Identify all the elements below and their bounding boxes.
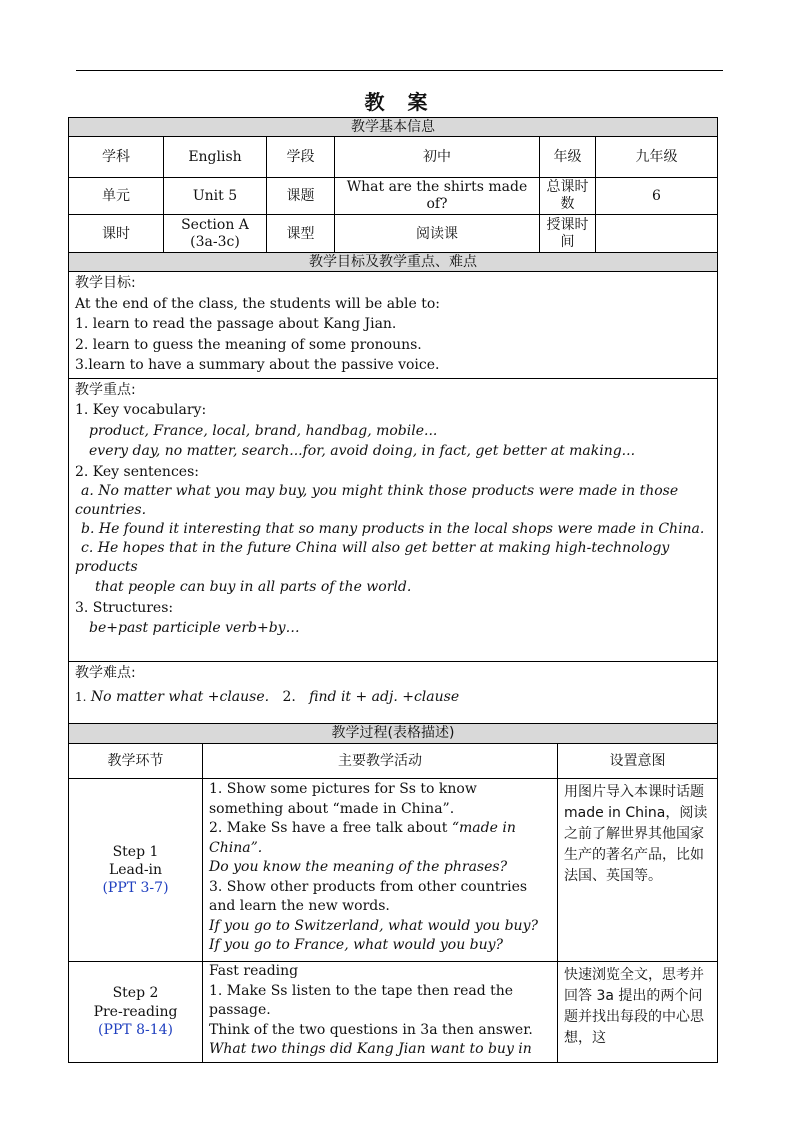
topic-label: 课题	[267, 178, 335, 215]
vocab-title: 1. Key vocabulary:	[75, 402, 207, 419]
step1-cell	[69, 779, 203, 962]
activity-line: 1. Make Ss listen to the tape then read the passage.	[209, 982, 514, 1018]
subject-label: 学科	[69, 137, 164, 178]
vocab-line: every day, no matter, search...for, avoid doing, in fact, get better at making...	[89, 443, 636, 460]
document-title: 教 案	[364, 90, 436, 114]
subject-value: English	[164, 137, 267, 178]
total-hours-value: 6	[596, 178, 718, 215]
objective-line: 1. learn to read the passage about Kang Jian.	[75, 316, 397, 333]
difficulty-item: find it + adj. +clause	[309, 689, 460, 706]
step2-cell	[69, 962, 203, 1063]
activity-line: 3. Show other products from other countries and learn the new words.	[209, 878, 528, 914]
teaching-time-label: 授课时间	[540, 215, 596, 253]
process-header: 教学过程(表格描述)	[69, 724, 718, 744]
step1-ppt: (PPT 3-7)	[102, 880, 169, 897]
objective-line: 3.learn to have a summary about the passive voice.	[75, 357, 440, 374]
step2-intent: 快速浏览全文，思考并回答 3a 提出的两个问题并找出每段的中心思想，这	[558, 962, 718, 1063]
difficulty-number: 2.	[282, 689, 296, 706]
difficulty-item: No matter what +clause.	[90, 689, 270, 706]
step1-subtitle: Lead-in	[108, 861, 163, 878]
goals-header: 教学目标及教学重点、难点	[69, 253, 718, 272]
difficulty-number: 1.	[75, 690, 87, 705]
lesson-type-value: 阅读课	[335, 215, 540, 253]
sentence-c: c. He hopes that in the future China will also get better at making high-technology products	[75, 540, 670, 576]
total-hours-label: 总课时数	[540, 178, 596, 215]
column-header-activities: 主要教学活动	[203, 744, 558, 779]
objectives-label: 教学目标:	[75, 275, 136, 292]
header-rule	[76, 70, 723, 71]
sentences-title: 2. Key sentences:	[75, 463, 199, 480]
objective-line: 2. learn to guess the meaning of some pronouns.	[75, 336, 422, 353]
objectives-section	[69, 272, 718, 379]
unit-value: Unit 5	[164, 178, 267, 215]
step2-subtitle: Pre-reading	[93, 1003, 178, 1020]
basic-info-header: 教学基本信息	[69, 118, 718, 137]
lesson-plan-table	[68, 117, 718, 729]
step1-intent: 用图片导入本课时话题 made in China，阅读之前了解世界其他国家生产的著名产品，比如法国、英国等。	[558, 779, 718, 962]
period-label: 课时	[69, 215, 164, 253]
column-header-intent: 设置意图	[558, 744, 718, 779]
activity-line: Think of the two questions in 3a then answer.	[209, 1021, 533, 1038]
vocab-line: product, France, local, brand, handbag, mobile...	[89, 422, 438, 439]
activity-line: Fast reading	[209, 963, 299, 979]
difficulty-label: 教学难点:	[75, 664, 136, 681]
objective-line: At the end of the class, the students will be able to:	[75, 295, 440, 312]
sentence-a: a. No matter what you may buy, you might think those products were made in those countries.	[75, 483, 679, 519]
structures-title: 3. Structures:	[75, 599, 174, 616]
process-table	[68, 723, 718, 1063]
grade-label: 年级	[540, 137, 596, 178]
sentence-b: b. He found it interesting that so many products in the local shops were made in China.	[81, 521, 705, 538]
grade-value: 九年级	[596, 137, 718, 178]
activity-line: 1. Show some pictures for Ss to know something about “made in China”.	[209, 781, 477, 817]
difficulty-line	[75, 687, 711, 708]
activity-line: 2. Make Ss have a free talk about “made in China”.	[209, 820, 516, 856]
step1-name: Step 1	[112, 843, 159, 860]
key-points-section	[69, 378, 718, 661]
teaching-time-value	[596, 215, 718, 253]
unit-label: 单元	[69, 178, 164, 215]
activity-line: If you go to France, what would you buy?	[209, 937, 504, 953]
topic-value: What are the shirts made of?	[335, 178, 540, 215]
structure-line: be+past participle verb+by…	[89, 620, 300, 637]
step2-name: Step 2	[112, 985, 159, 1002]
stage-value: 初中	[335, 137, 540, 178]
difficulty-section	[69, 661, 718, 728]
period-value: Section A (3a-3c)	[164, 215, 267, 253]
column-header-stage: 教学环节	[69, 744, 203, 779]
step2-ppt: (PPT 8-14)	[97, 1021, 173, 1038]
activity-line: Do you know the meaning of the phrases?	[209, 859, 508, 875]
step1-activities	[203, 779, 558, 962]
activity-line: If you go to Switzerland, what would you buy?	[209, 917, 538, 934]
lesson-type-label: 课型	[267, 215, 335, 253]
stage-label: 学段	[267, 137, 335, 178]
activity-line: What two things did Kang Jian want to buy in	[209, 1041, 532, 1057]
sentence-c-continued: that people can buy in all parts of the world.	[95, 579, 412, 596]
key-points-label: 教学重点:	[75, 381, 136, 398]
step2-activities	[203, 962, 558, 1063]
